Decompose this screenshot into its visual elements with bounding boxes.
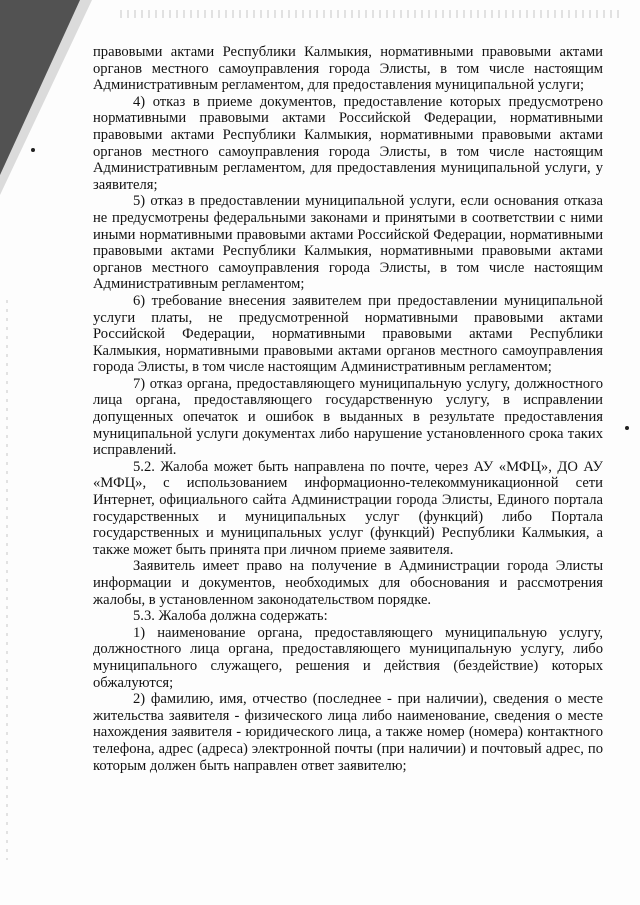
paragraph-item-7: 7) отказ органа, предоставляющего муниципальную услугу, должностного лица органа, предоставляющего государственную услугу, в исправлении допущенных опечаток и ошибок в выданных в результате предоставления муниципальной услуги документах либо нарушение установленного срока таких исправлений. [93,375,603,459]
paragraph-applicant-rights: Заявитель имеет право на получение в Администрации города Элисты информации и документов, необходимых для обоснования и рассмотрения жалобы, в установленном законодательством порядке. [93,558,603,608]
paragraph-content-1: 1) наименование органа, предоставляющего муниципальную услугу, должностного лица органа, предоставляющего муниципальную услугу, либо муниципального служащего, решения и действия (бездействие) которых обжалуются; [93,624,603,691]
paragraph-5-3: 5.3. Жалоба должна содержать: [133,608,328,625]
scan-edge-left [6,300,8,860]
scan-noise-top [120,10,620,18]
paragraph-item-4: 4) отказ в приеме документов, предоставление которых предусмотрено нормативными правовыми актами Российской Федерации, нормативными правовыми актами Республики Калмыкия, нормативными правовыми актами органов местного самоуправления города Элисты, в том числе настоящим Административным регламентом, для предоставления муниципальной услуги, у заявителя; [93,93,603,193]
paragraph-item-5: 5) отказ в предоставлении муниципальной услуги, если основания отказа не предусмотрены федеральными законами и принятыми в соответствии с ними иными нормативными правовыми актами Российской Федерации, нормативными правовыми актами Республики Калмыкия, нормативными правовыми актами органов местного самоуправления города Элисты, в том числе настоящим Административным регламентом; [93,193,603,293]
paragraph-continuation: правовыми актами Республики Калмыкия, нормативными правовыми актами органов местного самоуправления города Элисты, в том числе настоящим Административным регламентом, для предоставления муниципальной услуги; [93,44,603,94]
paragraph-item-6: 6) требование внесения заявителем при предоставлении муниципальной услуги платы, не предусмотренной нормативными правовыми актами Российской Федерации, нормативными правовыми актами Республики Калмыкия, нормативными правовыми актами органов местного самоуправления города Элисты, в том числе настоящим Административным регламентом; [93,292,603,376]
punch-mark-left [31,148,35,152]
paragraph-content-2: 2) фамилию, имя, отчество (последнее - при наличии), сведения о месте жительства заявителя - физического лица либо наименование, сведения о месте нахождения заявителя - юридического лица, а также номер (номера) контактного телефона, адрес (адреса) электронной почты (при наличии) и почтовый адрес, по которым должен быть направлен ответ заявителю; [93,691,603,774]
binding-shadow [0,0,80,175]
punch-mark-right [625,426,629,430]
paragraph-5-2: 5.2. Жалоба может быть направлена по почте, через АУ «МФЦ», ДО АУ «МФЦ», с использованием информационно-телекоммуникационной сети Интернет, официального сайта Администрации города Элисты, Единого портала государственных и муниципальных услуг (функций) либо Портала государственных и муниципальных услуг (функций) Республики Калмыкия, а также может быть принята при личном приеме заявителя. [93,458,603,558]
document-body [93,44,603,774]
